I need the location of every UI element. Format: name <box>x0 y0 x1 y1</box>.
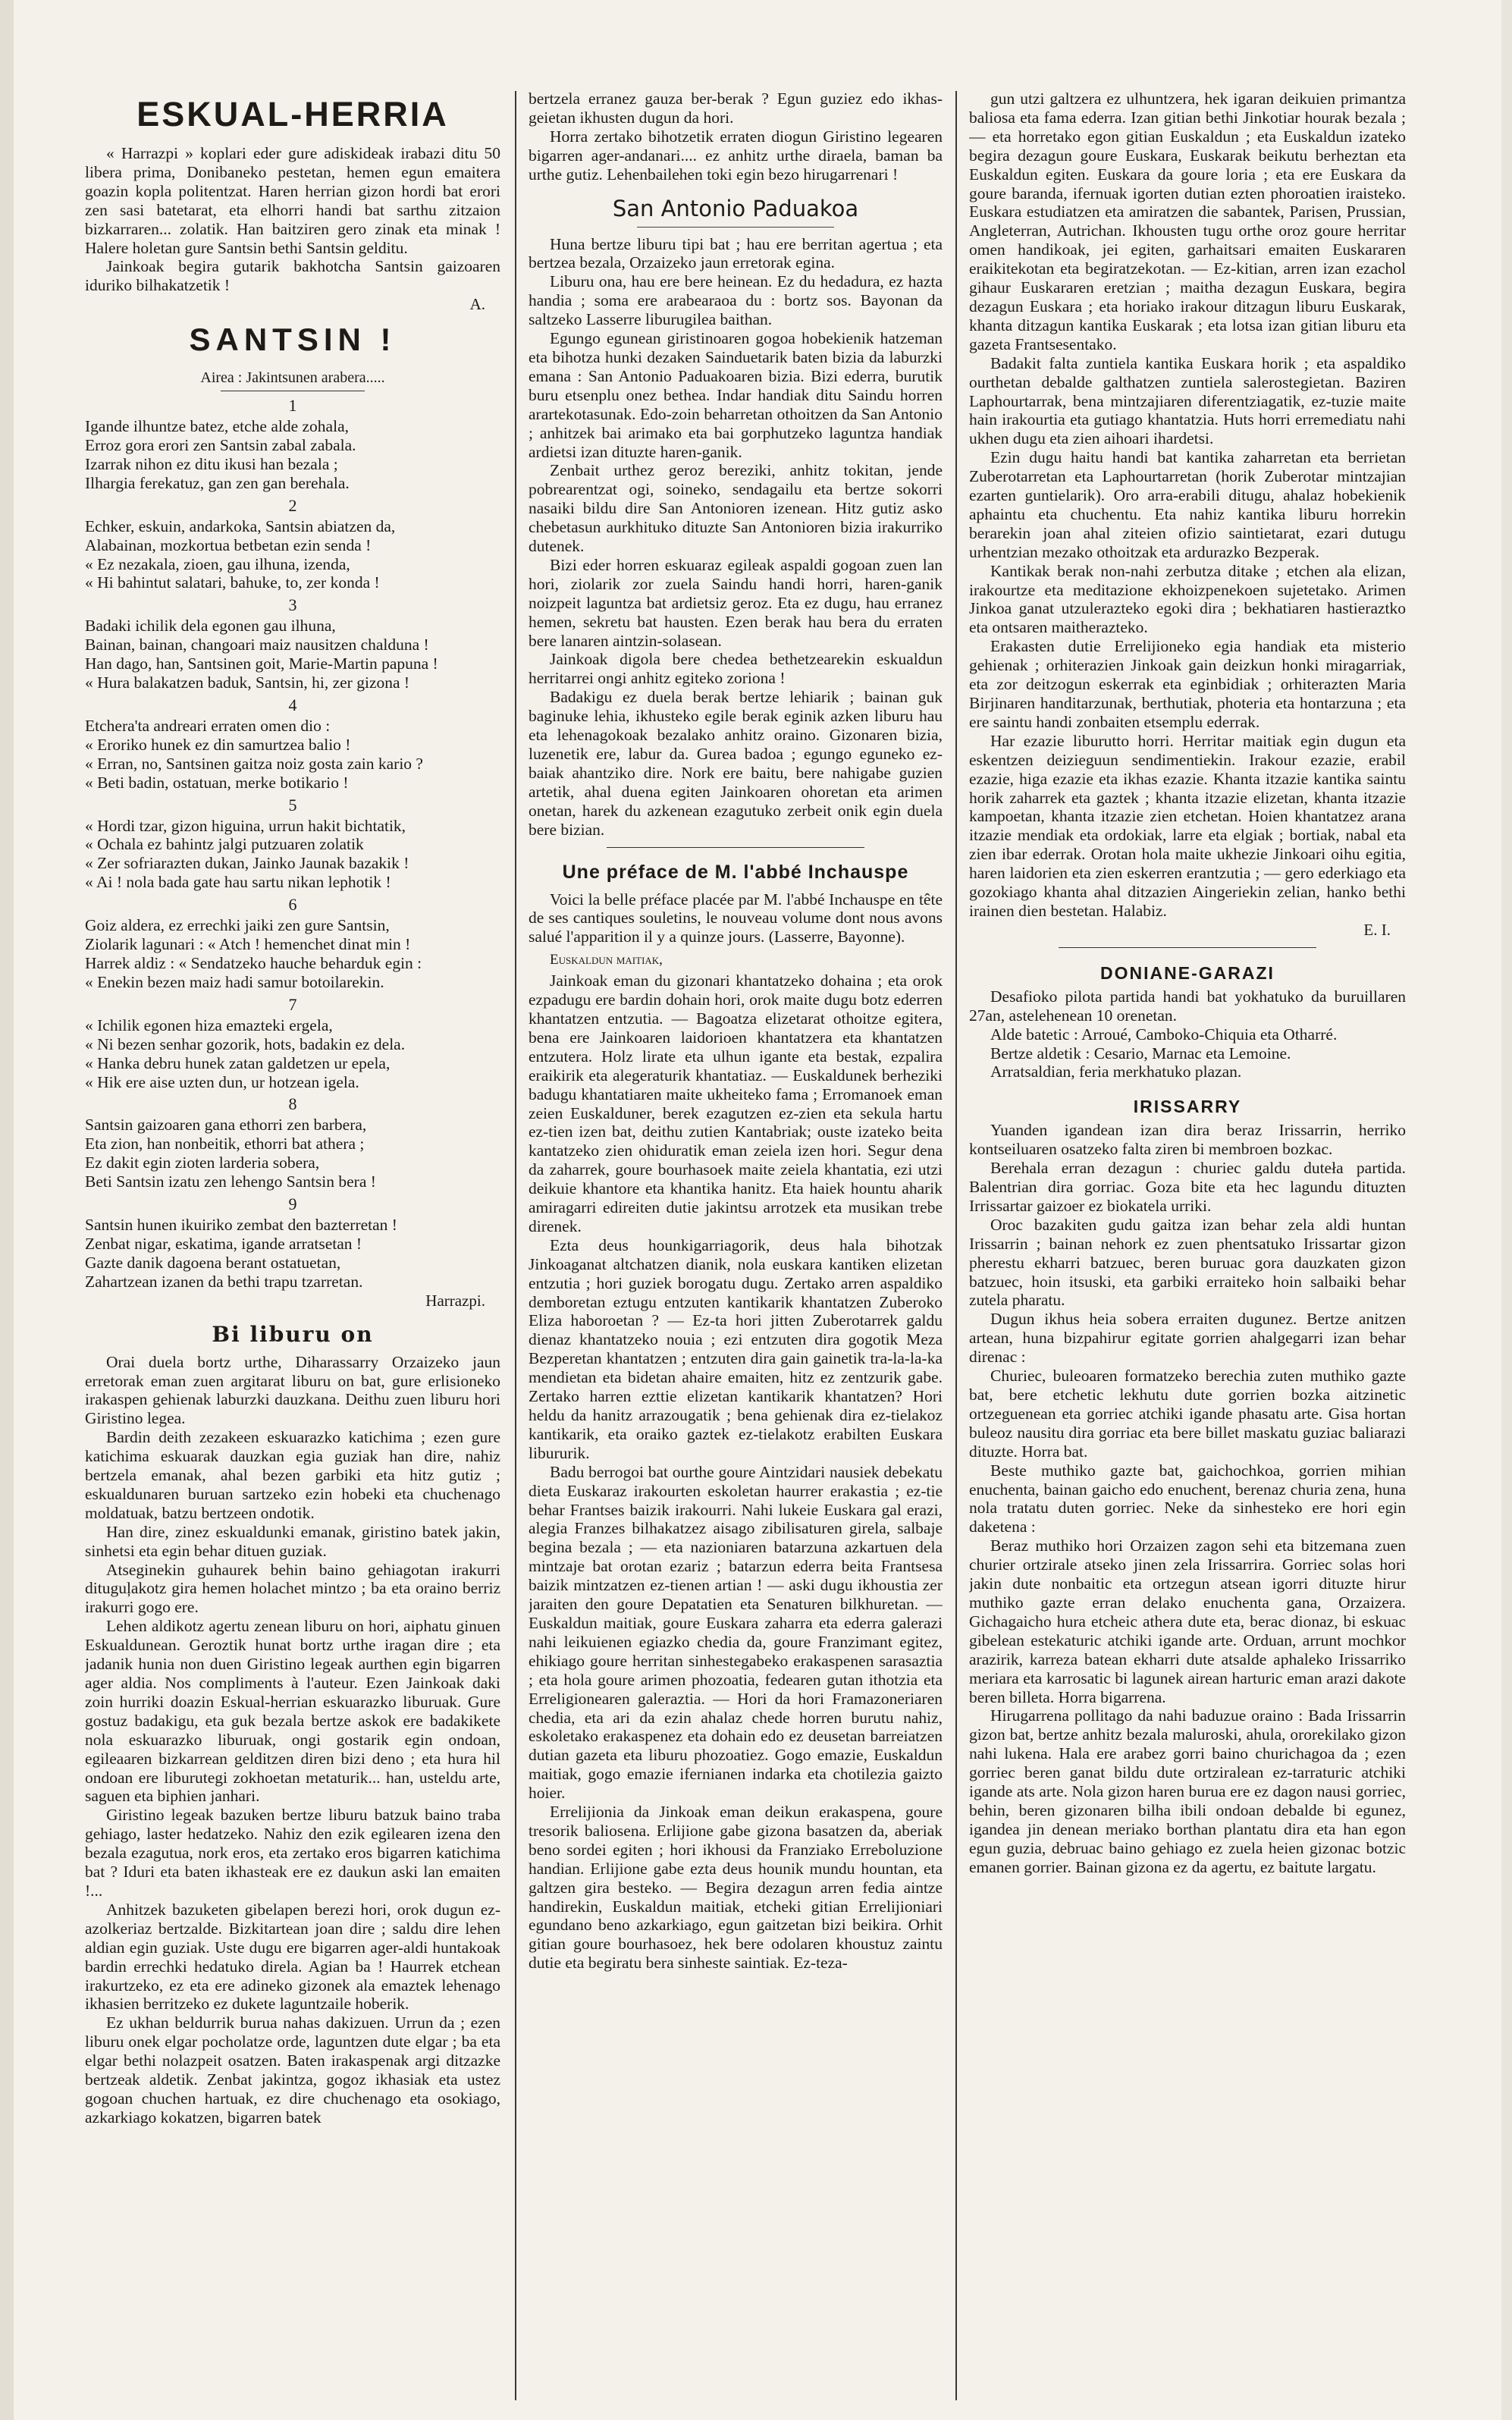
doniane-garazi-heading: DONIANE-GARAZI <box>1100 962 1275 983</box>
article-paragraph: Beraz muthiko hori Orzaizen zagon sehi eta bitzemana zuen churier ortzirale atseko jinen zela Irissarrira. Gorriec solas hori jakin dute nonbaitic eta ortzegun atsean igorri dituzte hirur muthiko gazte erran delako enuchenta gana, Orzaizera. Gichagaicho hura etcheic athera dute eta, berac dionaz, bi eskuac gibelean estekaturic atchiki igande arte. Orduan, arrunt mochkor arazirik, karreza batean ekharri dute atsalde aphaleko Irissarriko meriara eta karrosatic bi lagunek airean harturic eman arazi dakote beren billeta. Horra bigarrena. <box>969 1536 1406 1706</box>
preface-heading: Une préface de M. l'abbé Inchauspe <box>562 861 909 883</box>
article-paragraph: Erakasten dutie Errelijioneko egia handiak eta misterio gehienak ; orhiterazien Jinkoak gain deizkun honki miragarriak, eta zor deitzogun eskerrak eta eginbidiak ; orhiterazten Maria Birjinaren handitarzunak, berthutiak, photeria eta hontarzuna ; eta ere saintu handi zonbaiten etsemplu ederrak. <box>969 637 1406 731</box>
stanza-number: 4 <box>288 695 297 714</box>
preface-continuation <box>969 89 1406 921</box>
verse-line: « Ochala ez bahintz jalgi putzuaren zolatik <box>85 835 364 854</box>
verse-line: Izarrak nihon ez ditu ikusi han bezala ; <box>85 454 338 473</box>
column-1 <box>85 89 500 2395</box>
article-paragraph: Desafioko pilota partida handi bat yokhatuko da buruillaren 27an, astelehenean 10 orenetan. <box>969 987 1406 1025</box>
verse-line: Badaki ichilik dela egonen gau ilhuna, <box>85 617 336 636</box>
stanza-number: 1 <box>288 396 297 416</box>
page-edge-left <box>0 0 14 2420</box>
article-paragraph: Liburu ona, hau ere bere heinean. Ez du hedadura, ez hazta handia ; soma ere arabearaoa du : bortz sos. Bayonan da saltzeko Lasserre liburugilea baithan. <box>529 272 943 329</box>
verse-line: Zahartzean izanen da bethi trapu tzarretan. <box>85 1272 363 1291</box>
article-paragraph: Badakigu ez duela berak bertze lehiarik ; bainan guk baginuke lehia, ikhusteko egile berak eginik azken liburu hau eta lehenagokoak bezalako anhitz oraino. Gizonaren bizia, luzenetik ere, labur da. Gurea badoa ; egungo eguneko ez-baiak ahantziko dire. Nork ere baitu, bere nahigabe guzien artetik, ahal duena egiten Jainkoaren ohoretan eta arimen onetan, harek du azkenean ezagutuko zerbeit onik egin duela bere bizian. <box>529 688 943 839</box>
article-paragraph: Oroc bazakiten gudu gaitza izan behar zela aldi huntan Irissarrin ; bainan nehork ez zuen phentsatuko Irissartar gizon pherestu ekharri batzuec, beren buruac gora dauzkaten gizon batzuec, hoin itsuski, eta garbiki erraiteko hoin salbaiki behar zutela pharatu. <box>969 1215 1406 1310</box>
bi-liburu-heading: Bi liburu on <box>212 1321 374 1347</box>
article-paragraph: Bizi eder horren eskuaraz egileak aspaldi gogoan zuen lan hori, ziolarik zor zuela Saindu handi horri, haren-ganik noizpeit laguntza bat ardietsiz geroz. Eta ez dugu, hau erranez hemen, sekretu bat hausten. Ezen berak hau bera du erraten bere lanaren aintzin-solasean. <box>529 555 943 650</box>
doniane-garazi-article <box>969 987 1406 1082</box>
verse-line: « Erran, no, Santsinen gaitza noiz gosta zain kario ? <box>85 754 423 773</box>
verse-line: « Hordi tzar, gizon higuina, urrun hakit bichtatik, <box>85 816 406 835</box>
irissarry-heading: IRISSARRY <box>1133 1097 1242 1117</box>
article-paragraph: Ez ukhan beldurrik burua nahas dakizuen. Urrun da ; ezen liburu onek elgar pocholatze orde, laguntzen dute elgar ; ba eta elgar bethi nolazpeit osatzen. Baten irakaspenak argi ditzazke bertzeak aldetik. Zenbat jakintza, gogoz ikhasiak eta ustez gogoan chuchen hartuak, ez dire chuchenago eta osokiago, azkarkiago kokatzen, bigarren batek <box>85 2014 500 2127</box>
article-paragraph: Yuanden igandean izan dira beraz Irissarrin, herriko kontseiluaren osatzeko falta ziren bi membroen bozkac. <box>969 1121 1406 1159</box>
verse-line: « Hi bahintut salatari, bahuke, to, zer konda ! <box>85 573 380 592</box>
article-paragraph: Kantikak berak non-nahi zerbutza ditake ; etchen ala elizan, irakourtze eta meditazione ekhoizpenekoen sujetetako. Arimen Jinkoa ganat utzulerazteko egoki dira ; bekhatiaren hastieraztko eta ontsaren maitherazteko. <box>969 561 1406 637</box>
article-paragraph: Hirugarrena pollitago da nahi baduzue oraino : Bada Irissarrin gizon bat, bertze anhitz bezala maluroski, ahula, ororekilako gizon nahi lukena. Hala ere arabez gorri baino churichagoa da ; ezen gorriec beren ganat bildu dute ortziralean ez-tarraturic atchiki igande ats arte. Nola gizon haren burua ere ez dagon nausi gorriec, behin, beren gizonaren bilha ibili ondoan debalde bi egunez, igandea jin denean meriako borthan plantatu dira eta han egon egun guzia, debruac baino gehiago ez zuela heien gizonac botzic emanen gorrier. Bainan gizona ez da agertu, ez baitute largatu. <box>969 1706 1406 1876</box>
verse-line: « Ez nezakala, zioen, gau ilhuna, izenda, <box>85 554 350 573</box>
article-paragraph: bertzela erranez gauza ber-berak ? Egun guziez edo ikhas-geietan ikhusten dugun da hori. <box>529 89 943 127</box>
verse-line: Han dago, han, Santsinen goit, Marie-Martin papuna ! <box>85 654 438 673</box>
article-paragraph: Bardin deith zezakeen eskuarazko katichima ; ezen gure katichima eskuarak dauzkan egia guziak han dire, nahiz bertzela emanak, ahal bezen garbiki eta hitz gutiz ; eskualdunaren buruan sartzeko ezin hobeki eta chuchenago moldatuak, batzu bertzeen ondotik. <box>85 1428 500 1522</box>
bi-liburu-article <box>85 1353 500 2127</box>
stanza-number: 3 <box>288 595 297 615</box>
verse-line: Bainan, bainan, changoari maiz nausitzen chalduna ! <box>85 636 429 654</box>
divider <box>637 227 834 228</box>
stanza-number: 2 <box>288 495 297 515</box>
verse-line: Santsin hunen ikuiriko zembat den bazterretan ! <box>85 1216 397 1235</box>
verse-line: « Hik ere aise uzten dun, ur hotzean igela. <box>85 1072 359 1091</box>
article-paragraph: Berehala erran dezagun : churiec galdu duteła partida. Balentrian dira gorriac. Goza bite eta hec lagundu dituzten Irrissartar gaizoer ez biokatela urriki. <box>969 1159 1406 1215</box>
poem-signature: Harrazpi. <box>425 1291 485 1310</box>
verse-line: Erroz gora erori zen Santsin zabal zabala. <box>85 435 356 454</box>
santsin-heading: SANTSIN ! <box>189 322 397 358</box>
article-paragraph: Errelijionia da Jinkoak eman deikun erakaspena, goure tresorik baliosena. Erlijione gabe gizona basatzen da, aberiak beno sordei egiten ; hori ikhousi da Franziako Erreboluzione handian. Erlijione gabe ezta deus hounik mundu hountan, eta galtzen gira besteko. — Begira dezagun arren fedia aintze handirekin, Euskaldun maitiak, etcheki gitian Errelijioniari egundano beno azkarkiago, egun gaitzetan bizi beikira. Orhit gitian goure bourhasoez, hek bere odolaren khoustuz zaintu dutie eta begiratu bera sinheste saintiak. Ez-teza- <box>529 1803 943 1973</box>
poem-stanzas <box>85 396 500 1292</box>
article-paragraph: Jainkoak begira gutarik bakhotcha Santsin gaizoaren iduriko bilhakatzetik ! <box>85 257 500 295</box>
stanza-number: 5 <box>288 795 297 815</box>
verse-line: « Hura balakatzen baduk, Santsin, hi, zer gizona ! <box>85 673 410 692</box>
verse-line: Goiz aldera, ez errechki jaiki zen gure Santsin, <box>85 916 390 935</box>
verse-line: Ziolarik lagunari : « Atch ! hemenchet dinat min ! <box>85 935 411 954</box>
article-paragraph: Ezin dugu haitu handi bat kantika zaharretan eta berrietan Zuberotarretan eta Laphourtarretan (horik Zuberotar mintzajian ezarten guntielarik). Oro arra-erabili ditugu, ahalaz hobekienik aphaintu eta chuchentu. Eta nahiz kantika liburu horrekin berarekin joan ahal ziteien ofizio saintietarat, ezari dutugu urhentzian mezako othoitzak eta ardurazko Bezperak. <box>969 448 1406 561</box>
verse-line: Eta zion, han nonbeitik, ethorri bat athera ; <box>85 1135 365 1154</box>
column-divider <box>955 91 957 2400</box>
verse-line: « Eroriko hunek ez din samurtzea balio ! <box>85 735 351 754</box>
divider <box>1059 947 1316 948</box>
verse-line: Igande ilhuntze batez, etche alde zohala, <box>85 417 349 436</box>
article-paragraph: Ezta deus hounkigarriagorik, deus hala bihotzak Jinkoaganat altchatzen dianik, nola euskara kantiken elizetan entzutia ; hori guziek borogatu dugu. Zertako arren aspaldiko demboretan eztugu entzuten kantikarik khantatzen Zuberoko Eliza haboroetan ? — Ez-ta hori jitten Zuberotarrek galdu dienaz khantatzeko nouia ; ezi entzuten dira gogotik Meza Bezperetan khantatzen ; entzuten dira gain gainetik tra-la-la-ka mendietan eta bidetan ahaire emaiten, hitz ez zentzurik gabe. Zertako harren ezttie elizetan kantikarik khantatzen? Hori heldu da hanitz arrazougatik ; bena gehienak dira ez-tielakoz kantikarik, eta oraiko gaztek ez-tielakotz erabilten Euskara libururik. <box>529 1235 943 1462</box>
irissarry-article <box>969 1121 1406 1876</box>
article-paragraph: gun utzi galtzera ez ulhuntzera, hek igaran deikuien primantza baliosa eta fama ederra. Izan gitian bethi Jinkotiar hourak bezala ; — eta horretako egon gitian Euskaldun ; eta Euskaldun izateko begira dezagun goure Euskara, Euskarak beikutu berheztan eta Euskaldun egiten. Euskara da goure loria ; eta ere Euskara da goure baranda, ifernuak igorten dutian ezten phoroatien iraisteko. Euskara estudiatzen eta amiratzen die sabantek, Parisen, Prussian, Angleterran, Autrichan. Ikhousten tugu orthe oroz goure herritar omen handikoak, jei egiten, garhaitsari emaiten Euskararen eraikitekotan eta begiratzekotan. — Ez-kitian, arren izan ezachol gihaur Euskararen eretzian ; maitha dezagun Euskara, begira dezagun Euskara ; eta horiako irakour ditzagun liburu Euskarak, khanta ditzagun kantika Euskarak ; eta lotsa izan gitian liburu eta gazeta Frantsesentako. <box>969 89 1406 353</box>
article-paragraph: Huna bertze liburu tipi bat ; hau ere berritan agertua ; eta bertzea bezala, Orzaizeko jaun erretorak egina. <box>529 234 943 272</box>
verse-line: « Zer sofriarazten dukan, Jainko Jaunak bazakik ! <box>85 854 409 873</box>
article-paragraph: « Harrazpi » koplari eder gure adiskideak irabazi ditu 50 libera prima, Donibaneko pestetan, hemen egun emaitera goazin kopla politentzat. Haren herrian gizon hordi bat erori zen sasi batetarat, eta elhorri handi bat sarthu zitzaion bizkarraren... zolatik. Han baitziren gero zinak eta minak ! Halere holetan gure Santsin bethi Santsin gelditu. <box>85 144 500 257</box>
article-paragraph: Arratsaldian, feria merkhatuko plazan. <box>990 1062 1242 1081</box>
article-paragraph: Zenbait urthez geroz bereziki, anhitz tokitan, jende pobrearentzat ogi, soineko, sendagailu eta bertze sokorri nasaiki bildu dire San Antonioren izenean. Hitz gutiz asko chebetasun aurkhituko dituzte San Antonioren bizia irakurriko dutenek. <box>529 461 943 556</box>
verse-line: Gazte danik dagoena berant ostatuetan, <box>85 1253 341 1272</box>
column-3 <box>969 89 1406 2395</box>
verse-line: Etchera'ta andreari erraten omen dio : <box>85 716 331 735</box>
divider <box>607 847 864 848</box>
article-paragraph: Beste muthiko gazte bat, gaichochkoa, gorrien mihian enuchenta, bainan gaicho edo enuchent, berenaz churia zena, huna nola tratatu duten gorriec. Neke da sinhesteko ere hori egin daketena : <box>969 1461 1406 1536</box>
preface-intro: Voici la belle préface placée par M. l'abbé Inchauspe en tête de ses cantiques souletins, le nouveau volume dont nous avons salué l'apparition il y a quinze jours. (Lasserre, Bayonne). <box>529 890 943 946</box>
article-paragraph: Egungo egunean giristinoaren gogoa hobekienik hatzeman eta bihotza hunki dezaken Sainduetarik baten bizia da laburzki emana : San Antonio Paduakoaren bizia. Bizi ederra, burutik buru etsenplu onez bethea. Indar handiak ditu Saindu horren arartekotasunak. Edo-zoin beharretan othoitzen da San Antonio ; anhitzek bai arimako eta bai gorphutzeko laguntza handiak ardietsi izan dituzte haren-ganik. <box>529 329 943 461</box>
column-divider <box>515 91 516 2400</box>
verse-line: Alabainan, mozkortua betbetan ezin senda ! <box>85 535 372 554</box>
verse-line: Harrek aldiz : « Sendatzeko hauche beharduk egin : <box>85 954 422 972</box>
article-paragraph: Har ezazie liburutto horri. Herritar maitiak egin dugun eta eskentzen deizieguun sendimentiekin. Irakour ezazie, erabil ezazie, higa ezazie eta ikhas ezazie. Khanta itzazie kantika saintu horik zaharrek eta gaztek ; khanta itzazie elizetan, khanta itzazie kampoetan, khanta itzazie zien etchetan. Hoien khantatzez arana itzazie mendiak eta ordokiak, larre eta elgiak ; bortiak, nabal eta zien ibar ederrak. Orotan hola maite ukhezie Jinkoari oihu egitia, haren laidorien eta zien eskerren erantzutia ; — gero ederkiago eta gozokiago khanta ahal ditzazien Aingeriekin zelian, hanko bethi irainen dien bestetan. Halabiz. <box>969 731 1406 920</box>
stanza-number: 6 <box>288 895 297 915</box>
verse-line: Beti Santsin izatu zen lehengo Santsin bera ! <box>85 1172 376 1191</box>
preface-signature: E. I. <box>1363 920 1391 939</box>
article-paragraph: Dugun ikhus heia sobera erraiten dugunez. Bertze anitzen artean, huna bizpahirur egitate gorrien ahalgegarri izan behar direnac : <box>969 1310 1406 1367</box>
article-paragraph: Giristino legeak bazuken bertze liburu batzuk baino traba gehiago, laster hedatzeko. Nahiz den ezik egilearen izena den bezala ezagutua, nork eros, eta zertako eros bigarren katichima bat ? Iduri eta baten ikhasteak ere ez daukun aski lan emaiten !... <box>85 1806 500 1900</box>
signature: A. <box>469 295 485 314</box>
preface-article <box>529 971 943 1973</box>
article-paragraph: Alde batetic : Arroué, Camboko-Chiquia eta Otharré. <box>990 1025 1338 1044</box>
article-paragraph: Atseginekin guhaurek behin baino gehiagotan irakurri dituguļakotz gira hemen holachet mintzo ; ba eta oraino berriz irakurri gogo ere. <box>85 1560 500 1617</box>
stanza-number: 9 <box>288 1194 297 1214</box>
verse-line: Zenbat nigar, eskatima, igande arratsetan ! <box>85 1234 362 1253</box>
verse-line: Ez dakit egin zioten larderia sobera, <box>85 1154 320 1172</box>
verse-line: « Ai ! nola bada gate hau sartu nikan lephotik ! <box>85 873 391 892</box>
verse-line: Santsin gaizoaren gana ethorri zen barbera, <box>85 1116 367 1135</box>
article-paragraph: Han dire, zinez eskualdunki emanak, giristino batek jakin, sinhetsi eta egin behar dituen guziak. <box>85 1522 500 1560</box>
verse-line: « Ni bezen senhar gozorik, hots, badakin ez dela. <box>85 1034 406 1053</box>
article-paragraph: Bertze aldetik : Cesario, Marnac eta Lemoine. <box>990 1044 1291 1062</box>
preface-salutation: Euskaldun maitiak, <box>550 952 663 968</box>
verse-line: Ilhargia ferekatuz, gan zen gan berehala. <box>85 473 350 492</box>
article-paragraph: Horra zertako bihotzetik erraten diogun Giristino legearen bigarren ager-andanari.... ez anhitz urthe diraela, baman ba urthe gutiz. Lehenbailehen toki egin bezo hirugarrenari ! <box>529 127 943 184</box>
verse-line: Echker, eskuin, andarkoka, Santsin abiatzen da, <box>85 516 396 535</box>
stanza-number: 8 <box>288 1094 297 1114</box>
verse-line: « Ichilik egonen hiza emazteki ergela, <box>85 1015 333 1034</box>
verse-line: « Enekin bezen maiz hadi samur botoilarekin. <box>85 972 384 991</box>
verse-line: « Hanka debru hunek zatan galdetzen ur epela, <box>85 1053 391 1072</box>
article-paragraph: Jainkoak digola bere chedea bethetzearekin eskualdun herritarrei ongi anhitz egiteko zoriona ! <box>529 650 943 688</box>
article-paragraph: Anhitzek bazuketen gibelapen berezi hori, orok dugun ez-azolkeriaz bertzalde. Bizkitartean joan dire ; saldu dire lehen aldian egin guziak. Uste dugu ere bigarren ager-aldi huntakoak bardin errechki hedatuko direla. Agian ba ! Haurrek etchean irakurtzeko, ez eta ere adineko gizonek ala emaztek lehenago ikhasien berritzeko ez dukete laguntzaile hoberik. <box>85 1900 500 2014</box>
song-air: Airea : Jakintsunen arabera..... <box>200 369 385 387</box>
eskual-herria-heading: ESKUAL-HERRIA <box>136 95 449 133</box>
article-paragraph: Jainkoak eman du gizonari khantatzeko dohaina ; eta orok ezpadugu ere bardin dohain hori, orok maite dugu botz ederren khantatzen entzutia. — Bagoatza elizetarat othoitze egitera, bena ere Jainkoaren laidorioen khantatzera eta khantatzen entzutera. Holz lirate eta ulhun igante eta bestak, ezpalira eraikirik eta alegeraturik khantatiaz. — Euskaldunek berheziki badugu khantatiaren maite ukheiteko fama ; Erromanoek eman zeien Euskalduner, berek ezagutzen ez-zien eta sekula hartu ez-tien izen bat, deithu zutien Kantabriak; ouste izateko beita kantatzeko zien ohiduratik eman zeiela izen hori. Segur dena da zaharrek, goure bourhasoek maite zeiela khantatia, ezi utzi deikuie khantore eta khantika hanitz. Eta haiek hountu aharik amiragarri edireiten dutie jakintsu arrotzek eta musikan trebe direnek. <box>529 971 943 1235</box>
article-paragraph: Churiec, buleoaren formatzeko berechia zuten muthiko gazte bat, bere etchetic lekhutu dute gorrien bozka aitzinetic ortzeguenean eta gorriec atchiki igande phasatu arte. Gisa hortan buleoz nausitu dira gorriac eta bere billet maskatu guziac baliarazi dituzte. Horra bat. <box>969 1367 1406 1461</box>
article-paragraph: Badakit falta zuntiela kantika Euskara horik ; eta aspaldiko ourthetan debalde galthatzen zuntiela salerostegietan. Baziren Laphourtarrak, bena mintzajiaren diferentziagatik, ez-tuzie maite hain irakourtia eta gutiago khantatzia. Huts horri erremediatu nahi ukhen dugu eta zien aihoari ihardetsi. <box>969 353 1406 448</box>
column-2 <box>529 89 943 2395</box>
article-paragraph: Orai duela bortz urthe, Diharassarry Orzaizeko jaun erretorak eman zuen argitarat liburu on bat, gure erlisioneko irakaspen gehienak laburzki dauzkana. Deithu zuen liburu hori Giristino legea. <box>85 1352 500 1428</box>
article-paragraph: Badu berrogoi bat ourthe goure Aintzidari nausiek debekatu dieta Euskaraz irakourten eskoletan haurrer erakastia ; ez-tie behar Frantses baizik irakourri. Nahi lukeie Euskara gal erazi, alegia Franzes bilhakatzez aisago zibilisaturen girela, salbaje begina bezala ; — eta nazioniaren batarzuna azkartuen dela mintzaje bat orotan ezariz ; batarzun ederra beita Frantsesa baizik mintzatzen ez-tienen artian ! — aski dugu ikhoustia zer jaraiten den goure Depatatien eta Senaturen bilkhuretan. — Euskaldun maitiak, goure Euskara zaharra eta ederra galerazi nahi leikuienen egiazko chedia da, goure Franzimant egitez, ehikiago goure herritan sinhestegabeko erakaspenen sarasaztia ; eta hola goure arimen phozoatia, fedearen gutan ithotzia eta Erreligionearen galeraztia. — Hori da hori Framazoneriaren chedia, eta ari da ezin ahalaz chede horren burutu nahiz, eskoletako erakaspenez eta dohain edo ez deusetan barreiatzen dutian gazeta eta liburu phozoatiez. Gogo emazie, Euskaldun maitiak, gogo emazie ifernianen indarka eta chotilezia gaizto hoier. <box>529 1462 943 1803</box>
san-antonio-heading: San Antonio Paduakoa <box>612 195 859 221</box>
page-edge-right <box>1501 0 1512 2420</box>
stanza-number: 7 <box>288 994 297 1014</box>
san-antonio-article <box>529 235 943 840</box>
verse-line: « Beti badin, ostatuan, merke botikario ! <box>85 773 349 792</box>
article-paragraph: Lehen aldikotz agertu zenean liburu on hori, aiphatu ginuen Eskualdunean. Geroztik hunat bortz urthe iragan dire ; eta jadanik hunia non duen Giristino legeak aurthen egin bigarren ager aldia. Nos compliments à l'auteur. Ezen Jainkoak daki zoin hurriki doazin Eskual-herrian eskuarazko liburuak. Gure gostuz badakigu, eta guk bezala bertze askok ere badakikete nola eskuarazko liburuak, ongi gostarik egin ondoan, egileaaren bizkarrean gelditzen diren bizi deno ; eta hura hil ondoan ere liburutegi zokhoetan metaturik... han, usteldu arte, saguen eta biphien janhari. <box>85 1617 500 1806</box>
